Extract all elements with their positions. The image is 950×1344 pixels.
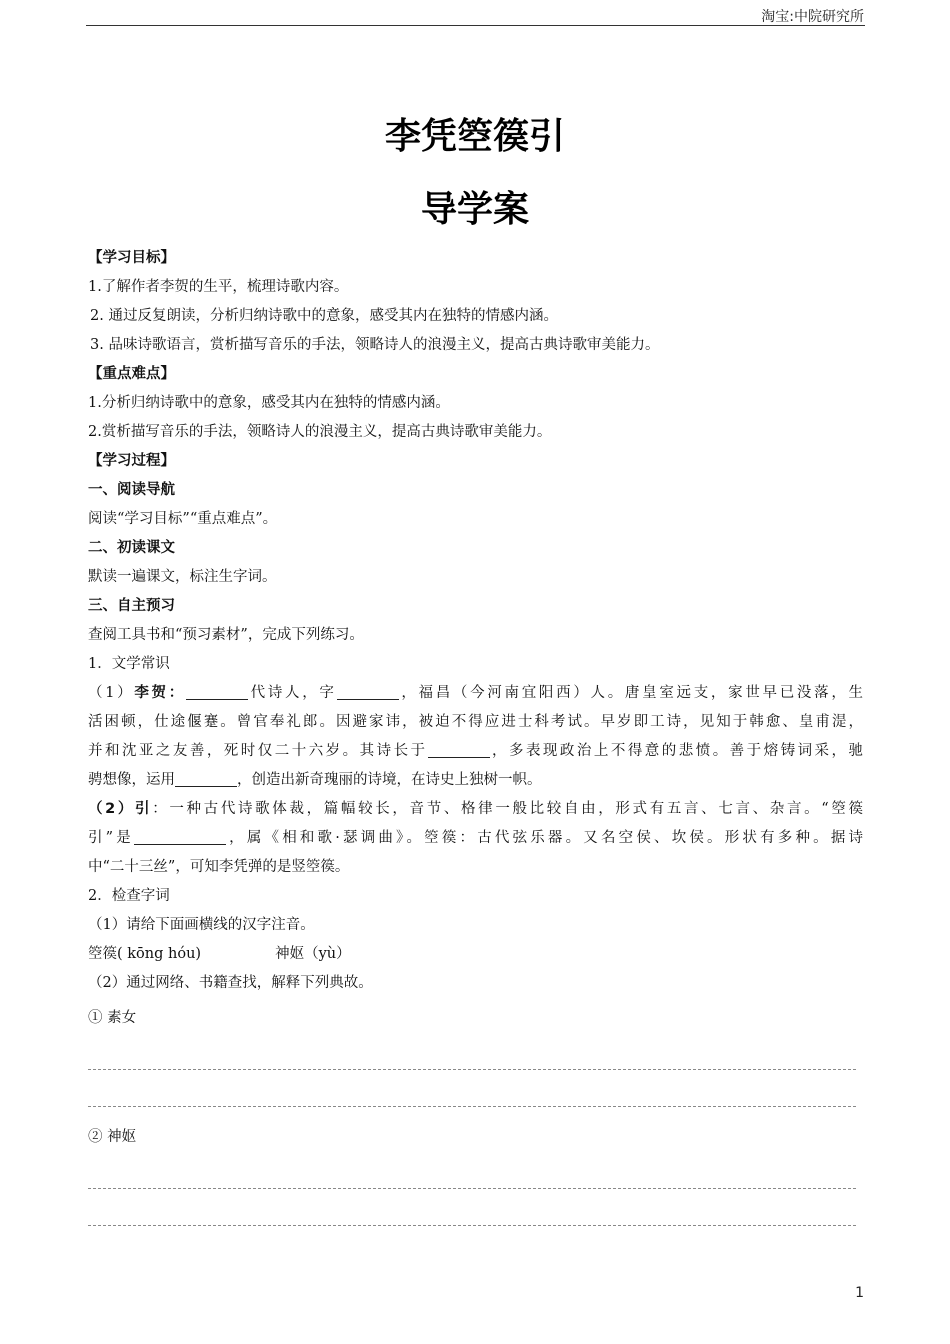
- objectives-heading: 【学习目标】: [88, 250, 175, 266]
- li-he-text: 代诗人，字: [247, 685, 337, 701]
- objective-item: 2. 通过反复朗读，分析归纳诗歌中的意象，感受其内在独特的情感内涵。: [90, 308, 558, 324]
- objective-item: 1.了解作者李贺的生平，梳理诗歌内容。: [88, 279, 349, 295]
- section-reading-guide-text: 阅读“学习目标”“重点难点”。: [88, 511, 278, 527]
- keypoint-item: 1.分析归纳诗歌中的意象，感受其内在独特的情感内涵。: [88, 395, 450, 411]
- process-heading: 【学习过程】: [88, 453, 175, 469]
- section-first-read-text: 默读一遍课文，标注生字词。: [88, 569, 277, 585]
- li-he-label: 李贺：: [134, 685, 186, 701]
- keypoints-heading: 【重点难点】: [88, 366, 175, 382]
- yin-paragraph-line: 中“二十三丝”，可知李凭弹的是竖箜篌。: [88, 859, 350, 875]
- page-subtitle: 导学案: [420, 189, 529, 230]
- header-divider: [86, 25, 865, 26]
- pinyin-konghou: 箜篌( kōng hóu): [88, 946, 202, 962]
- li-he-text: ，创造出新奇瑰丽的诗境，在诗史上独树一帜。: [237, 772, 542, 788]
- check-words-title: 2．检查字词: [88, 888, 170, 904]
- fill-blank-technique[interactable]: [175, 768, 237, 787]
- yin-text: ，属《相和歌·瑟调曲》。箜篌：古代弦乐器。又名空侯、坎侯。形状有多种。据诗: [225, 830, 863, 846]
- section-self-study-text: 查阅工具书和“预习素材”，完成下列练习。: [88, 627, 364, 643]
- yin-paragraph-line: [88, 795, 863, 824]
- fill-blank-yin-definition[interactable]: [134, 826, 226, 845]
- li-he-text: 骋想像，运用: [88, 772, 175, 788]
- section-self-study-title: 三、自主预习: [88, 598, 175, 614]
- page-number: 1: [855, 1285, 864, 1301]
- fill-blank-courtesy-name[interactable]: [337, 681, 399, 700]
- yin-paragraph-line: [88, 824, 863, 853]
- pinyin-line: [88, 940, 863, 969]
- li-he-paragraph-line: [88, 766, 863, 795]
- question-allusions: （2）通过网络、书籍查找，解释下列典故。: [88, 975, 373, 991]
- li-he-paragraph-line: 活困顿，仕途偃蹇。曾官奉礼郎。因避家讳，被迫不得应进士科考试。早岁即工诗，见知于韩愈、皇甫湜，: [88, 714, 863, 730]
- header-shop-name: 淘宝:中院研究所: [761, 9, 864, 25]
- document-body: [88, 244, 863, 1226]
- answer-line[interactable]: [88, 1225, 856, 1226]
- section-first-read-title: 二、初读课文: [88, 540, 175, 556]
- li-he-text: ，福昌（今河南宜阳西）人。唐皇室远支，家世早已没落，生: [398, 685, 863, 701]
- literature-title: 1．文学常识: [88, 656, 170, 672]
- page-title: 李凭箜篌引: [384, 116, 565, 157]
- allusion-item-sunv: ① 素女: [88, 1010, 137, 1026]
- li-he-text: ，多表现政治上不得意的悲愤。善于熔铸词采，驰: [489, 743, 863, 759]
- li-he-prefix: （1）: [88, 685, 135, 701]
- li-he-paragraph-line: [88, 737, 863, 766]
- yin-text: ：一种古代诗歌体裁，篇幅较长，音节、格律一般比较自由，形式有五言、七言、杂言。“箜篌: [152, 801, 863, 817]
- fill-blank-poetry-form[interactable]: [428, 739, 490, 758]
- li-he-paragraph-line: [88, 679, 863, 708]
- yin-label: （2）引: [88, 801, 153, 817]
- keypoint-item: 2.赏析描写音乐的手法，领略诗人的浪漫主义，提高古典诗歌审美能力。: [88, 424, 552, 440]
- fill-blank-dynasty[interactable]: [186, 681, 248, 700]
- section-reading-guide-title: 一、阅读导航: [88, 482, 175, 498]
- allusion-item-shenyu: ② 神妪: [88, 1129, 137, 1145]
- question-pinyin: （1）请给下面画横线的汉字注音。: [88, 917, 315, 933]
- yin-text: 引”是: [88, 830, 134, 846]
- li-he-text: 并和沈亚之友善，死时仅二十六岁。其诗长于: [88, 743, 428, 759]
- pinyin-shenyu: 神妪（yù）: [275, 946, 351, 962]
- objective-item: 3. 品味诗歌语言，赏析描写音乐的手法，领略诗人的浪漫主义，提高古典诗歌审美能力。: [90, 337, 660, 353]
